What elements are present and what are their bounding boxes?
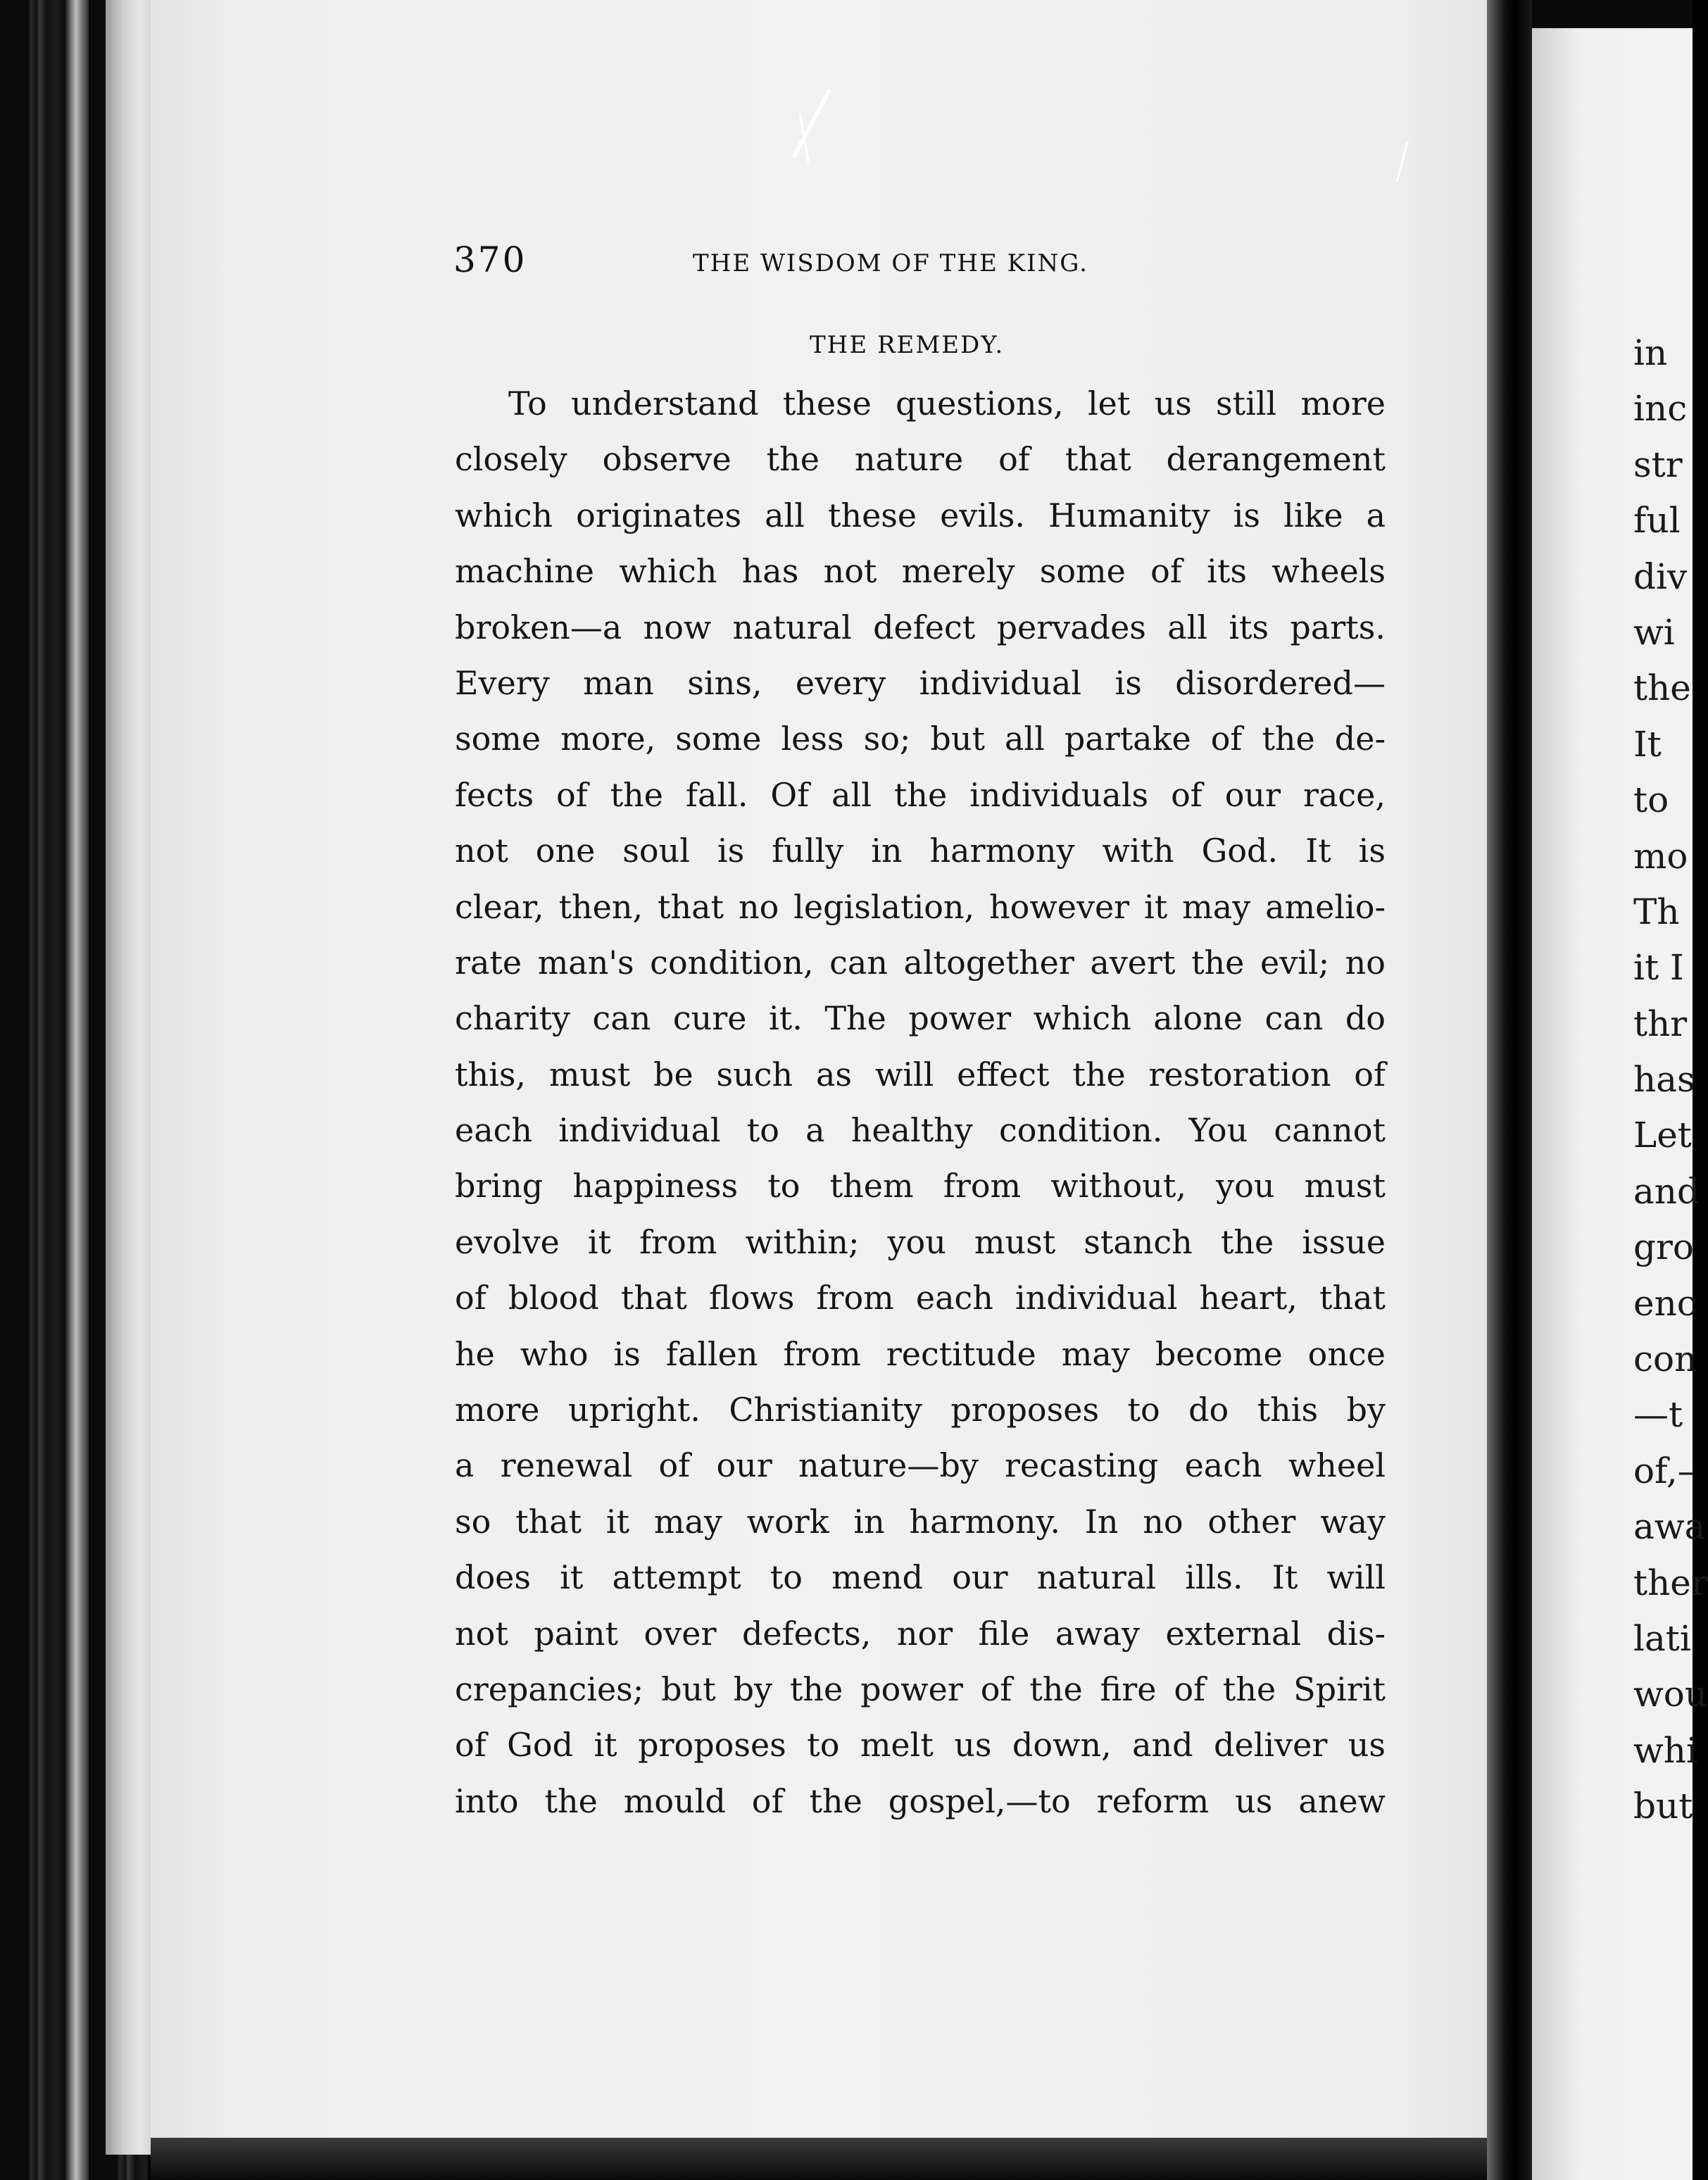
right-page-fragment: inc xyxy=(1633,388,1688,430)
text-line: he who is fallen from rectitude may become once xyxy=(455,1334,1386,1373)
text-line: rate man's condition, can altogether avert the evil; no xyxy=(455,943,1386,982)
running-head xyxy=(453,239,1404,289)
right-page-fragment: Th xyxy=(1633,891,1680,932)
right-page-fragment: con xyxy=(1633,1339,1697,1380)
right-page-fragment: to xyxy=(1633,779,1669,821)
text-line: crepancies; but by the power of the fire of the Spirit xyxy=(455,1670,1386,1708)
text-line: not one soul is fully in harmony with God. It is xyxy=(455,832,1386,870)
right-page-top-shadow xyxy=(1532,0,1693,28)
text-line: machine which has not merely some of its wheels xyxy=(455,552,1386,591)
right-page-fragment: enc xyxy=(1633,1282,1697,1324)
page-number: 370 xyxy=(453,239,527,280)
text-line: some more, some less so; but all partake of the de- xyxy=(455,720,1386,758)
right-page-fragment: in xyxy=(1633,332,1668,373)
text-line: To understand these questions, let us still more xyxy=(508,384,1386,422)
right-page-fragment: mo xyxy=(1633,835,1688,877)
section-heading: THE REMEDY. xyxy=(810,331,1005,359)
right-page-fragment: ther xyxy=(1633,1562,1708,1603)
text-line: fects of the fall. Of all the individuals of our race, xyxy=(455,775,1386,814)
page-bottom-edge xyxy=(151,2138,1509,2180)
right-page-fragment: of,– xyxy=(1633,1450,1695,1491)
right-page-fragment: gro xyxy=(1633,1227,1695,1268)
running-title: THE WISDOM OF THE KING. xyxy=(693,249,1088,277)
text-line: into the mould of the gospel,—to reform us anew xyxy=(455,1781,1386,1820)
right-page-fragment: wou xyxy=(1633,1674,1708,1715)
right-page-fragment: whi xyxy=(1633,1729,1697,1771)
right-page-fragment: thr xyxy=(1633,1003,1688,1044)
right-page-fragment: it I xyxy=(1633,947,1684,989)
right-page-fragment: wi xyxy=(1633,611,1675,653)
text-line: clear, then, that no legislation, however it may amelio- xyxy=(455,887,1386,926)
text-line: bring happiness to them from without, you must xyxy=(455,1167,1386,1205)
text-line: each individual to a healthy condition. You cannot xyxy=(455,1111,1386,1150)
text-line: closely observe the nature of that derangement xyxy=(455,440,1386,479)
text-line: not paint over defects, nor file away external dis- xyxy=(455,1614,1386,1653)
text-line: charity can cure it. The power which alone can do xyxy=(455,999,1386,1038)
right-page-fragment: the xyxy=(1633,668,1691,709)
right-page-text-fragments xyxy=(1633,325,1708,1835)
right-page-fragment: str xyxy=(1633,444,1683,485)
text-line: which originates all these evils. Humanity is like a xyxy=(455,496,1386,534)
right-page-fragment: but xyxy=(1633,1786,1693,1827)
text-line: of God it proposes to melt us down, and deliver us xyxy=(455,1726,1386,1765)
text-line: more upright. Christianity proposes to do this by xyxy=(455,1391,1386,1429)
page-stack-edge xyxy=(106,0,155,2155)
text-line: does it attempt to mend our natural ills. It will xyxy=(455,1558,1386,1597)
book-gutter xyxy=(1487,0,1532,2180)
text-line: of blood that flows from each individual heart, that xyxy=(455,1279,1386,1317)
text-line: a renewal of our nature—by recasting each wheel xyxy=(455,1446,1386,1485)
right-page-fragment: ful xyxy=(1633,500,1681,541)
text-line: evolve it from within; you must stanch the issue xyxy=(455,1222,1386,1261)
right-page-fragment: has xyxy=(1633,1059,1695,1101)
right-page-fragment: —t xyxy=(1633,1394,1683,1436)
right-page-fragment: It xyxy=(1633,723,1662,765)
right-page-fragment: Let xyxy=(1633,1115,1692,1156)
text-line: so that it may work in harmony. In no other way xyxy=(455,1502,1386,1541)
right-page-fragment: awa xyxy=(1633,1506,1706,1548)
text-line: broken—a now natural defect pervades all its parts. xyxy=(455,608,1386,646)
text-line: Every man sins, every individual is disordered— xyxy=(455,663,1386,702)
text-line: this, must be such as will effect the restoration of xyxy=(455,1055,1386,1094)
right-page-fragment: lati xyxy=(1633,1617,1691,1659)
right-page-fragment: and xyxy=(1633,1170,1700,1212)
right-page-fragment: div xyxy=(1633,556,1688,597)
body-text xyxy=(455,376,1386,1829)
